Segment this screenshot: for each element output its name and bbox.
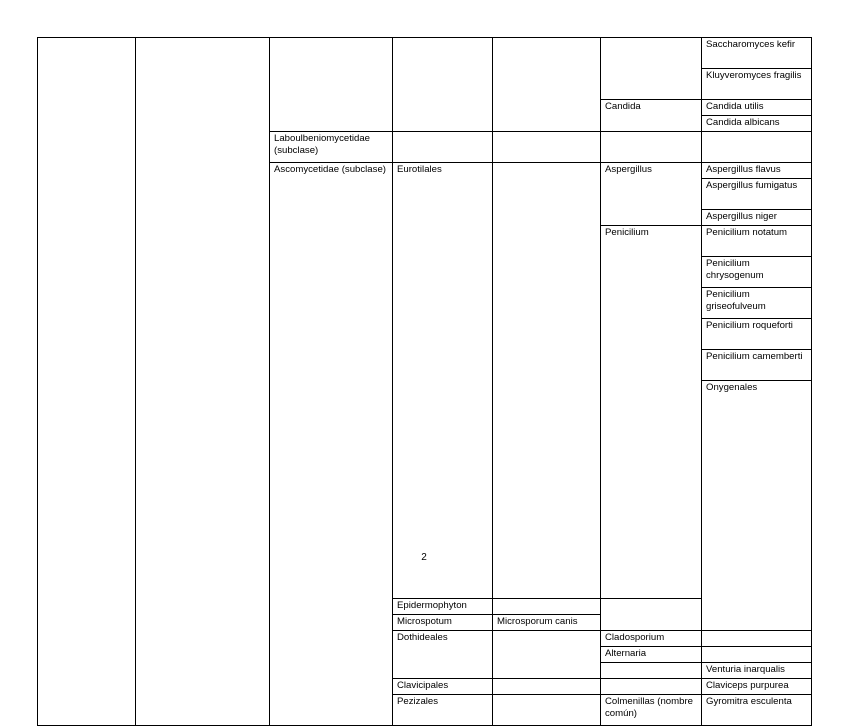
genus-cell: Cladosporium: [601, 631, 702, 647]
subclass-cell: Ascomycetidae (subclase): [270, 163, 393, 726]
order-cell: Dothideales: [393, 631, 493, 679]
species-cell: Penicilium chrysogenum: [702, 257, 812, 288]
species-cell: Gyromitra esculenta: [702, 695, 812, 726]
genus-cell: Microspotum: [393, 615, 493, 631]
table-row: [38, 38, 812, 69]
species-cell: Microsporum canis: [493, 615, 601, 631]
genus-cell: Aspergillus: [601, 163, 702, 226]
species-cell: [702, 631, 812, 647]
division-cell: [136, 38, 270, 726]
genus-cell: Epidermophyton: [393, 599, 493, 615]
family-cell: [493, 679, 601, 695]
taxonomy-table: [37, 37, 812, 726]
family-cell: [493, 38, 601, 132]
kingdom-cell: [38, 38, 136, 726]
species-cell: Penicilium notatum: [702, 226, 812, 257]
order-cell: Onygenales: [702, 381, 812, 631]
family-cell: [493, 163, 601, 599]
family-cell: [493, 695, 601, 726]
genus-cell: [601, 38, 702, 100]
subclass-cell: Laboulbeniomycetidae (subclase): [270, 132, 393, 163]
genus-cell: Colmenillas (nombre común): [601, 695, 702, 726]
page-number: 2: [421, 552, 427, 563]
order-cell: [393, 38, 493, 132]
species-cell: Aspergillus niger: [702, 210, 812, 226]
subclass-cell: [270, 38, 393, 132]
species-cell: [702, 647, 812, 663]
genus-cell: [601, 663, 702, 679]
species-cell: Aspergillus flavus: [702, 163, 812, 179]
genus-cell: Penicilium: [601, 226, 702, 599]
family-cell: [493, 132, 601, 163]
genus-cell: [601, 132, 702, 163]
family-cell: [493, 631, 601, 679]
species-cell: Candida albicans: [702, 116, 812, 132]
order-cell: Eurotilales: [393, 163, 493, 599]
species-cell: [702, 132, 812, 163]
order-cell: [393, 132, 493, 163]
order-cell: Pezizales: [393, 695, 493, 726]
species-cell: Venturia inarqualis: [702, 663, 812, 679]
order-cell: Clavicipales: [393, 679, 493, 695]
genus-cell: Candida: [601, 100, 702, 132]
species-cell: Aspergillus fumigatus: [702, 179, 812, 210]
species-cell: Candida utilis: [702, 100, 812, 116]
species-cell: Saccharomyces kefir: [702, 38, 812, 69]
species-cell: Kluyveromyces fragilis: [702, 69, 812, 100]
species-cell: Penicilium roqueforti: [702, 319, 812, 350]
species-cell: [493, 599, 601, 615]
species-cell: Penicilium griseofulveum: [702, 288, 812, 319]
species-cell: Penicilium camemberti: [702, 350, 812, 381]
genus-cell: [601, 679, 702, 695]
genus-cell: Alternaria: [601, 647, 702, 663]
species-cell: Claviceps purpurea: [702, 679, 812, 695]
